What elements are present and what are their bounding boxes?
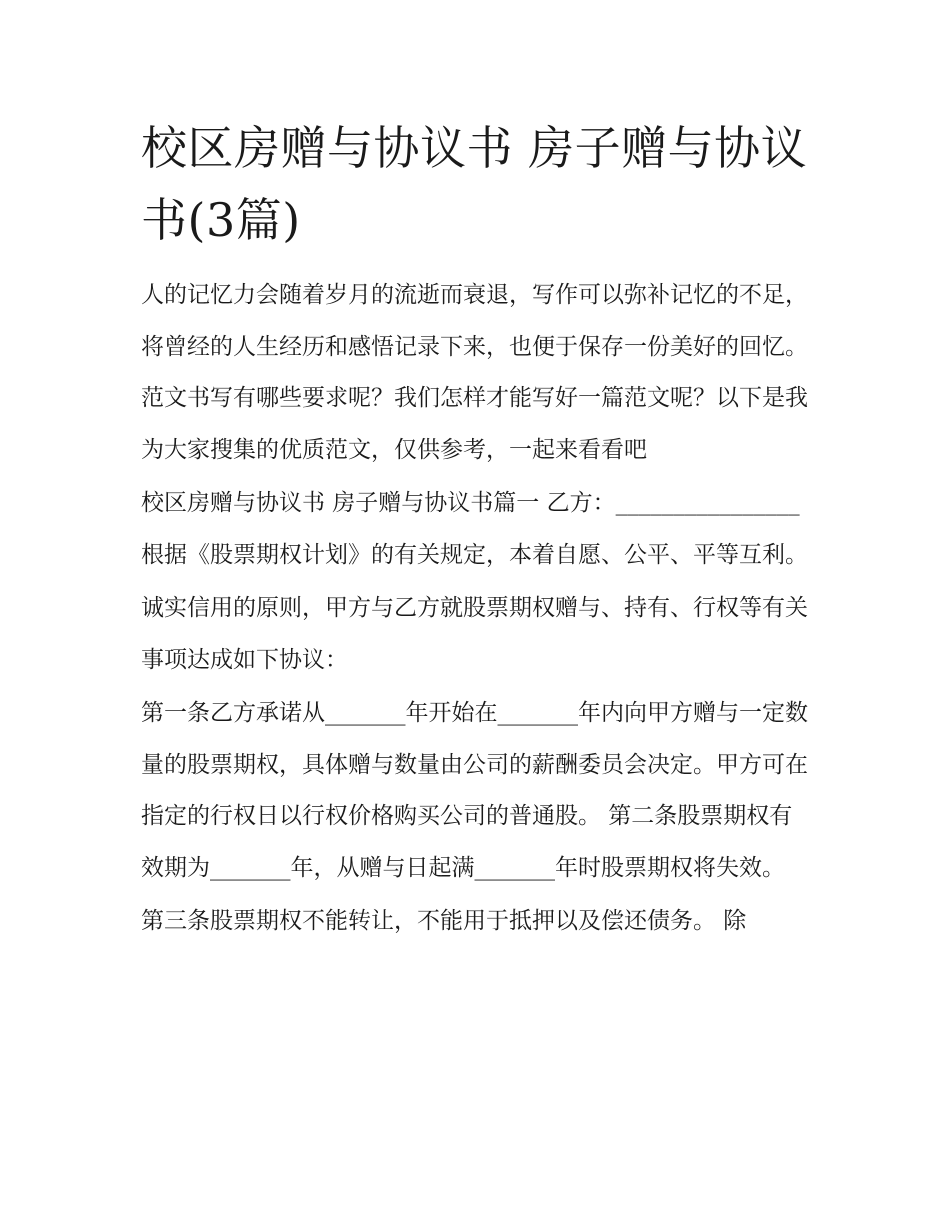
document-title: 校区房赠与协议书 房子赠与协议书(3篇) [141, 121, 808, 247]
paragraph-article-one-intro: 校区房赠与协议书 房子赠与协议书篇一 乙方：________________ 根据《股票期权计划》的有关规定，本着自愿、公平、平等互利。 [141, 490, 808, 568]
paragraph-principle: 诚实信用的原则，甲方与乙方就股票期权赠与、持有、行权等有关事项达成如下协议： [141, 595, 808, 673]
document-body [141, 112, 813, 950]
paragraph-intro: 人的记忆力会随着岁月的流逝而衰退，写作可以弥补记忆的不足，将曾经的人生经历和感悟记录下来，也便于保存一份美好的回忆。范文书写有哪些要求呢？我们怎样才能写好一篇范文呢？以下是我为大家搜集的优质范文，仅供参考，一起来看看吧 [141, 282, 808, 463]
paragraph-clause-three: 第三条股票期权不能转让，不能用于抵押以及偿还债务。 除 [141, 908, 747, 934]
paragraph-clauses-one-two: 第一条乙方承诺从_______年开始在_______年内向甲方赠与一定数量的股票期权，具体赠与数量由公司的薪酬委员会决定。甲方可在指定的行权日以行权价格购买公司的普通股。 第二条股票期权有效期为_______年，从赠与日起满_______年时股票期权将失效。 [141, 700, 808, 881]
